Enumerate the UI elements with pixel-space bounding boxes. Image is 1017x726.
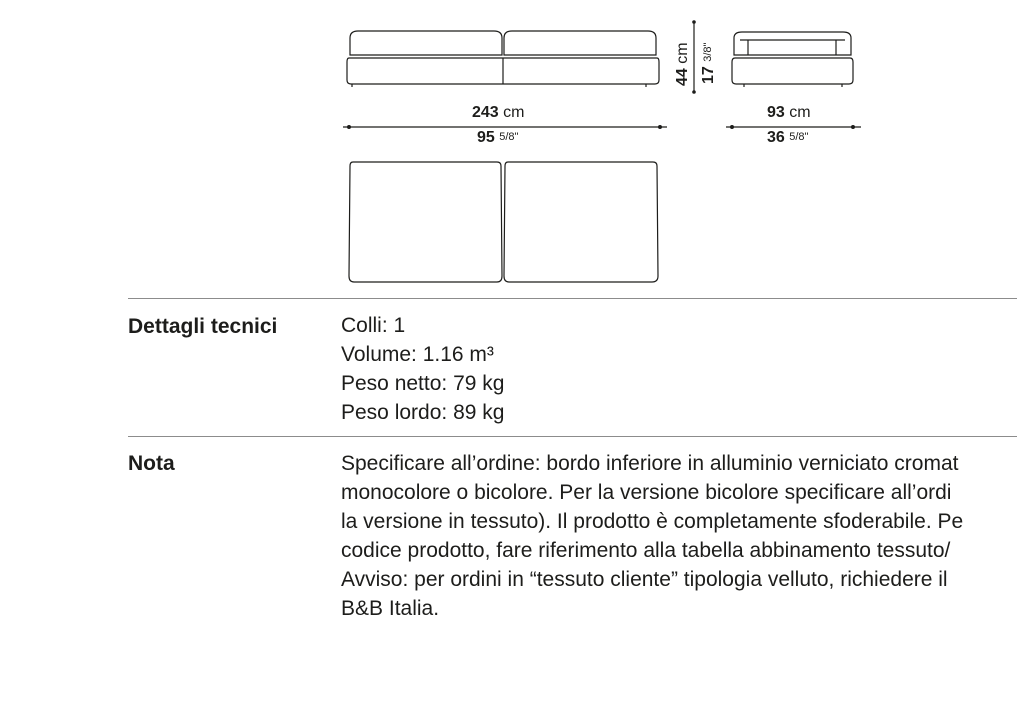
height-cm-value: 44	[674, 68, 691, 86]
depth-cm-unit: cm	[789, 104, 811, 121]
height-dimension-line	[693, 21, 695, 93]
depth-cm-label	[767, 104, 811, 122]
sofa-front-view	[347, 31, 659, 87]
technical-details-list	[341, 311, 1017, 427]
note-line: Specificare all’ordine: bordo inferiore in alluminio verniciato cromat	[341, 452, 959, 475]
height-inch-label	[700, 43, 718, 84]
tech-line-colli: Colli: 1	[341, 314, 406, 337]
note-line: B&B Italia.	[341, 597, 440, 620]
width-cm-value: 243	[472, 104, 499, 121]
width-inch-label	[477, 129, 518, 147]
height-inch-value: 17	[700, 66, 717, 84]
depth-dimension-line	[726, 126, 861, 129]
tech-line-peso-lordo: Peso lordo: 89 kg	[341, 401, 505, 424]
note-line: codice prodotto, fare riferimento alla tabella abbinamento tessuto/	[341, 539, 951, 562]
tech-line-peso-netto: Peso netto: 79 kg	[341, 372, 505, 395]
divider-middle	[128, 436, 1017, 437]
width-cm-label	[472, 104, 524, 122]
depth-inch-label	[767, 129, 808, 147]
sofa-top-view	[349, 162, 658, 282]
depth-inch-value: 36	[767, 129, 785, 146]
tech-line-volume: Volume: 1.16 m³	[341, 343, 494, 366]
sofa-side-view	[732, 32, 853, 87]
note-line: monocolore o bicolore. Per la versione bicolore specificare all’ordi	[341, 481, 952, 504]
height-inch-fraction: 3/8"	[702, 42, 714, 62]
width-dimension-line	[343, 126, 667, 129]
divider-top	[128, 298, 1017, 299]
width-inch-value: 95	[477, 129, 495, 146]
note-line: Avviso: per ordini in “tessuto cliente” tipologia velluto, richiedere il	[341, 568, 948, 591]
depth-cm-value: 93	[767, 104, 785, 121]
height-cm-label	[674, 42, 692, 86]
width-cm-unit: cm	[503, 104, 525, 121]
height-cm-unit: cm	[674, 42, 691, 64]
technical-details-label: Dettagli tecnici	[128, 315, 278, 338]
depth-inch-fraction: 5/8"	[789, 131, 809, 143]
note-label: Nota	[128, 452, 175, 475]
technical-drawing	[0, 0, 1017, 300]
note-text	[341, 449, 1017, 623]
note-line: la versione in tessuto). Il prodotto è completamente sfoderabile. Pe	[341, 510, 964, 533]
width-inch-fraction: 5/8"	[499, 131, 519, 143]
